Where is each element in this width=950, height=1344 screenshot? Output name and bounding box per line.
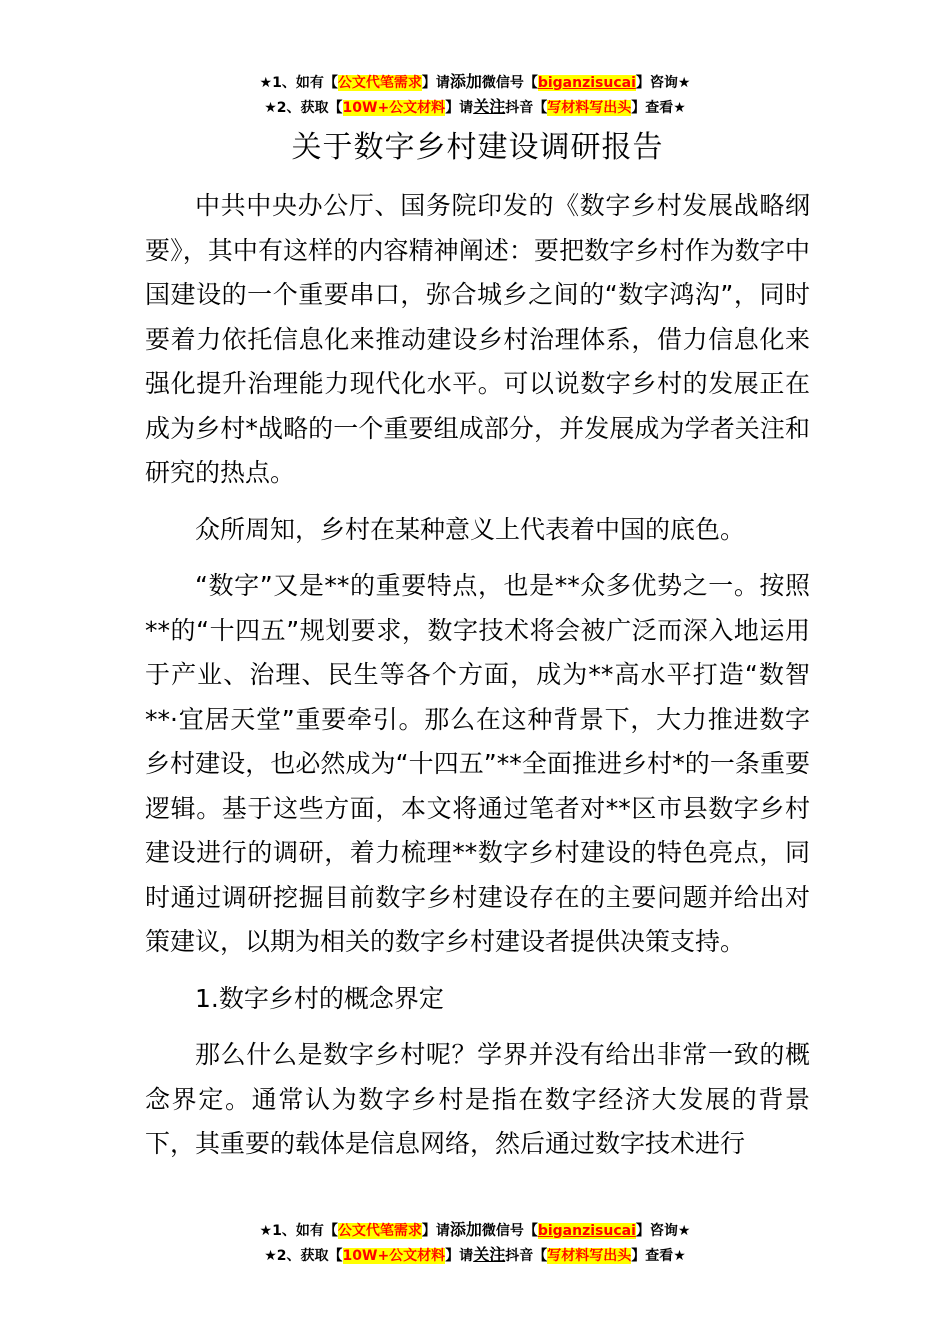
banner-text: 】请	[445, 1248, 474, 1264]
paragraph: 中共中央办公厅、国务院印发的《数字乡村发展战略纲要》，其中有这样的内容精神阐述：要把数字乡村作为数字中国建设的一个重要串口，弥合城乡之间的“数字鸿沟”，同时要着力依托信息化来推动建设乡村治理体系，借力信息化来强化提升治理能力现代化水平。可以说数字乡村的发展正在成为乡村*战略的一个重要组成部分，并发展成为学者关注和研究的热点。	[145, 191, 810, 487]
banner-text: ★2、获取【	[264, 1248, 343, 1264]
banner-line-1	[0, 70, 950, 95]
banner-text: 微信号【	[481, 1223, 538, 1239]
banner-text: 】请	[421, 75, 450, 91]
banner-emphasis: 关注	[473, 1245, 506, 1264]
banner-text: 】查看★	[631, 100, 686, 116]
banner-wechat-id: biganzisucai	[537, 1223, 636, 1239]
banner-text: 】咨询★	[635, 1223, 691, 1239]
banner-text: 抖音【	[505, 100, 548, 116]
banner-line-2	[0, 1243, 950, 1268]
banner-wechat-id: biganzisucai	[537, 75, 636, 91]
banner-text: ★1、如有【	[259, 75, 338, 91]
banner-text: 】查看★	[631, 1248, 686, 1264]
banner-line-2	[0, 95, 950, 120]
paragraph: 那么什么是数字乡村呢？学界并没有给出非常一致的概念界定。通常认为数字乡村是指在数字经济大发展的背景下，其重要的载体是信息网络，然后通过数字技术进行	[145, 1040, 810, 1158]
banner-text: 抖音【	[505, 1248, 548, 1264]
banner-douyin-id: 写材料写出头	[547, 1248, 632, 1264]
banner-emphasis: 关注	[473, 97, 506, 116]
banner-highlight: 公文代笔需求	[337, 1223, 422, 1239]
paragraph: “数字”又是**的重要特点，也是**众多优势之一。按照**的“十四五”规划要求，数字技术将会被广泛而深入地运用于产业、治理、民生等各个方面，成为**高水平打造“数智**·宜居天堂”重要牵引。那么在这种背景下，大力推进数字乡村建设，也必然成为“十四五”**全面推进乡村*的一条重要逻辑。基于这些方面，本文将通过笔者对**区市县数字乡村建设进行的调研，着力梳理**数字乡村建设的特色亮点，同时通过调研挖掘目前数字乡村建设存在的主要问题并给出对策建议，以期为相关的数字乡村建设者提供决策支持。	[145, 571, 810, 956]
banner-text: 】请	[421, 1223, 450, 1239]
document-body	[145, 126, 810, 1179]
banner-highlight: 10W+公文材料	[342, 1248, 446, 1264]
banner-text: 微信号【	[481, 75, 538, 91]
header-banner	[0, 70, 950, 120]
banner-emphasis: 添加	[449, 1220, 482, 1239]
banner-text: 】咨询★	[635, 75, 691, 91]
banner-text: ★1、如有【	[259, 1223, 338, 1239]
banner-text: ★2、获取【	[264, 100, 343, 116]
paragraph: 众所周知，乡村在某种意义上代表着中国的底色。	[195, 514, 746, 544]
banner-emphasis: 添加	[449, 72, 482, 91]
banner-highlight: 公文代笔需求	[337, 75, 422, 91]
banner-text: 】请	[445, 100, 474, 116]
banner-line-1	[0, 1218, 950, 1243]
banner-highlight: 10W+公文材料	[342, 100, 446, 116]
section-heading: 1.数字乡村的概念界定	[195, 983, 444, 1013]
footer-banner	[0, 1218, 950, 1268]
document-title: 关于数字乡村建设调研报告	[291, 130, 664, 165]
banner-douyin-id: 写材料写出头	[547, 100, 632, 116]
